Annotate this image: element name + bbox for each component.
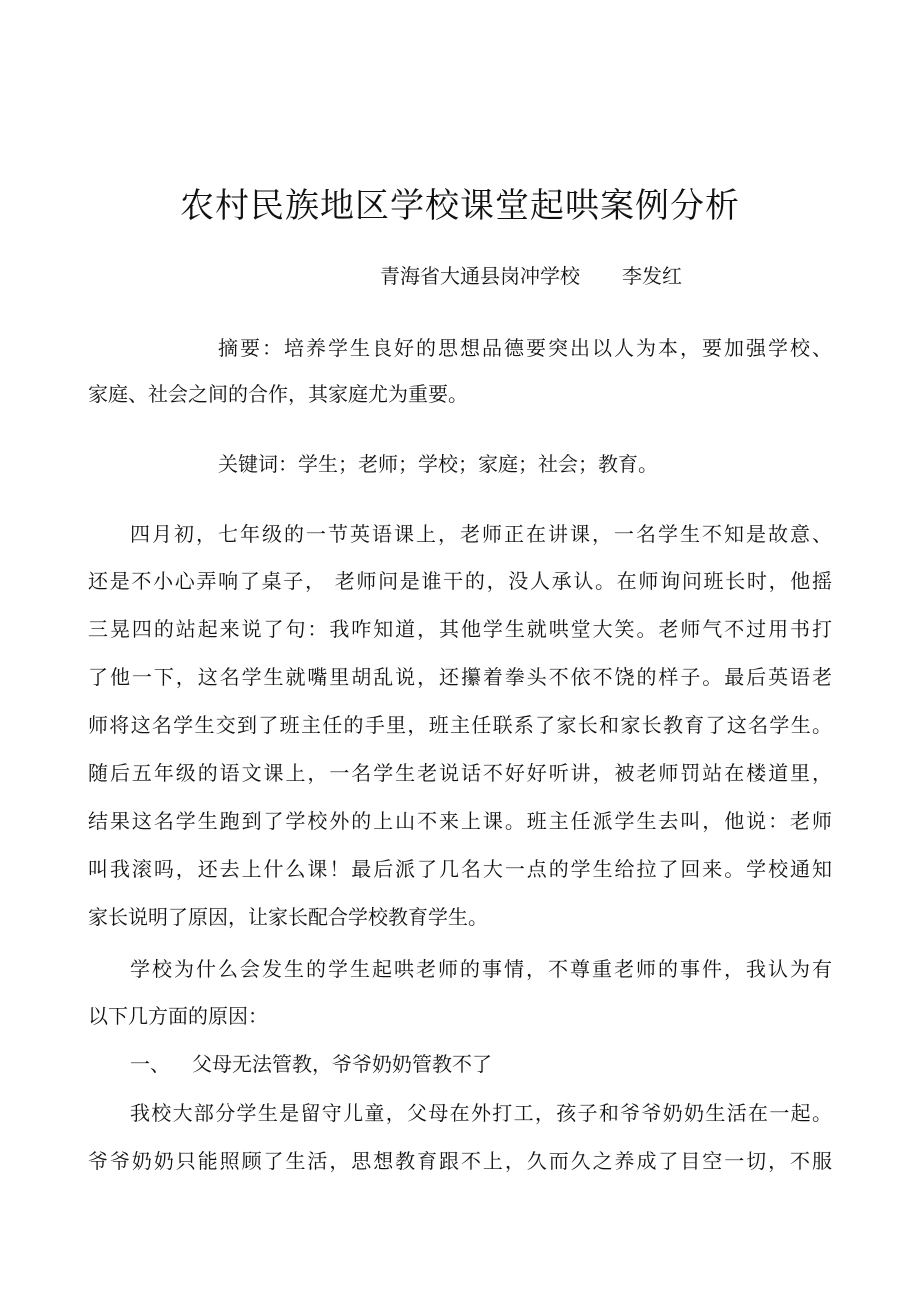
paragraph-line: 随后五年级的语文课上，一名学生老说话不好好听讲，被老师罚站在楼道里， (88, 761, 832, 785)
author-school: 青海省大通县岗冲学校 (380, 264, 580, 288)
section-number: 一、 (130, 1052, 170, 1076)
document-title: 农村民族地区学校课堂起哄案例分析 (180, 186, 740, 226)
abstract-line: 摘要：培养学生良好的思想品德要突出以人为本，要加强学校、 (218, 336, 832, 360)
section-heading-text: 父母无法管教，爷爷奶奶管教不了 (192, 1052, 492, 1076)
paragraph-line: 还是不小心弄响了桌子， 老师问是谁干的，没人承认。在师询问班长时，他摇 (88, 569, 832, 593)
paragraph-line: 结果这名学生跑到了学校外的上山不来上课。班主任派学生去叫，他说：老师 (88, 809, 832, 833)
paragraph-line: 师将这名学生交到了班主任的手里，班主任联系了家长和家长教育了这名学生。 (88, 713, 832, 737)
paragraph-line: 以下几方面的原因： (88, 1004, 268, 1028)
author-name: 李发红 (622, 264, 682, 288)
paragraph-line: 爷爷奶奶只能照顾了生活，思想教育跟不上，久而久之养成了目空一切，不服 (88, 1149, 832, 1173)
paragraph-line: 四月初，七年级的一节英语课上，老师正在讲课，一名学生不知是故意、 (130, 522, 832, 546)
paragraph-line: 叫我滚吗，还去上什么课！最后派了几名大一点的学生给拉了回来。学校通知 (88, 857, 832, 881)
byline (380, 258, 682, 294)
paragraph-line: 了他一下，这名学生就嘴里胡乱说，还攥着拳头不依不饶的样子。最后英语老 (88, 665, 832, 689)
abstract-line: 家庭、社会之间的合作，其家庭尤为重要。 (88, 382, 468, 406)
paragraph-line: 学校为什么会发生的学生起哄老师的事情，不尊重老师的事件，我认为有 (130, 957, 832, 981)
keywords: 关键词：学生；老师；学校；家庭；社会；教育。 (218, 452, 658, 476)
paragraph-line: 家长说明了原因，让家长配合学校教育学生。 (88, 905, 488, 929)
paragraph-line: 三晃四的站起来说了句：我咋知道，其他学生就哄堂大笑。老师气不过用书打 (88, 617, 832, 641)
paragraph-line: 我校大部分学生是留守儿童，父母在外打工，孩子和爷爷奶奶生活在一起。 (130, 1101, 832, 1125)
section-heading (130, 1046, 874, 1082)
